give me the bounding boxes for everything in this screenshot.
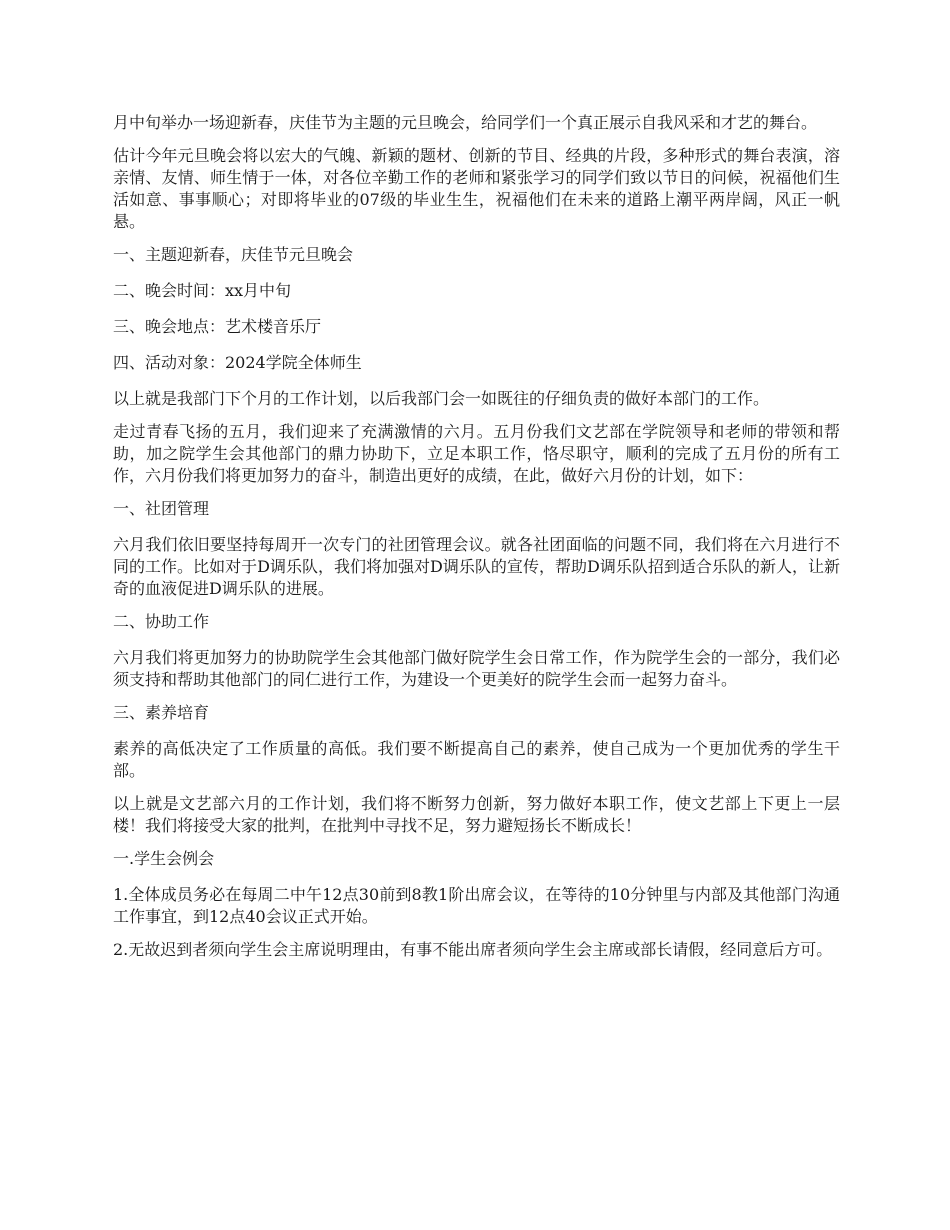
paragraph-estimate: 估计今年元旦晚会将以宏大的气魄、新颖的题材、创新的节目、经典的片段，多种形式的舞台表演，溶亲情、友情、师生情于一体，对各位辛勤工作的老师和紧张学习的同学们致以节日的问候，祝福他们生活如意、事事顺心；对即将毕业的07级的毕业生生，祝福他们在未来的道路上潮平两岸阔，风正一帆悬。: [113, 146, 840, 231]
item-location: 三、晚会地点：艺术楼音乐厅: [113, 317, 322, 336]
section-heading-quality: 三、素养培育: [113, 703, 210, 722]
item-audience: 四、活动对象：2024学院全体师生: [113, 353, 362, 372]
paragraph-june-intro: 走过青春飞扬的五月，我们迎来了充满激情的六月。五月份我们文艺部在学院领导和老师的带领和帮助，加之院学生会其他部门的鼎力协助下，立足本职工作，恪尽职守，顺利的完成了五月份的所有工作，六月份我们将更加努力的奋斗，制造出更好的成绩，在此，做好六月份的计划，如下：: [113, 422, 840, 485]
paragraph-conclusion: 以上就是文艺部六月的工作计划，我们将不断努力创新，努力做好本职工作，使文艺部上下更上一层楼！我们将接受大家的批判，在批判中寻找不足，努力避短扬长不断成长！: [113, 794, 840, 835]
paragraph-summary: 以上就是我部门下个月的工作计划，以后我部门会一如既往的仔细负责的做好本部门的工作。: [113, 389, 770, 408]
paragraph-assist: 六月我们将更加努力的协助院学生会其他部门做好院学生会日常工作，作为院学生会的一部分，我们必须支持和帮助其他部门的同仁进行工作，为建设一个更美好的院学生会而一起努力奋斗。: [113, 648, 840, 689]
item-theme: 一、主题迎新春，庆佳节元旦晚会: [113, 245, 354, 264]
document-body: [113, 112, 840, 972]
paragraph-club: 六月我们依旧要坚持每周开一次专门的社团管理会议。就各社团面临的问题不同，我们将在六月进行不同的工作。比如对于D调乐队，我们将加强对D调乐队的宣传，帮助D调乐队招到适合乐队的新人，让新奇的血液促进D调乐队的进展。: [113, 535, 840, 598]
rule-item-2: 2.无故迟到者须向学生会主席说明理由，有事不能出席者须向学生会主席或部长请假，经同意后方可。: [113, 940, 833, 959]
section-heading-club: 一、社团管理: [113, 499, 210, 518]
section-heading-meeting: 一.学生会例会: [113, 849, 215, 868]
paragraph-quality: 素养的高低决定了工作质量的高低。我们要不断提高自己的素养，使自己成为一个更加优秀的学生干部。: [113, 739, 840, 780]
item-time: 二、晚会时间：xx月中旬: [113, 281, 292, 300]
paragraph-intro: 月中旬举办一场迎新春，庆佳节为主题的元旦晚会，给同学们一个真正展示自我风采和才艺的舞台。: [113, 113, 818, 132]
rule-item-1: 1.全体成员务必在每周二中午12点30前到8教1阶出席会议，在等待的10分钟里与内部及其他部门沟通工作事宜，到12点40会议正式开始。: [113, 885, 840, 926]
section-heading-assist: 二、协助工作: [113, 612, 210, 631]
